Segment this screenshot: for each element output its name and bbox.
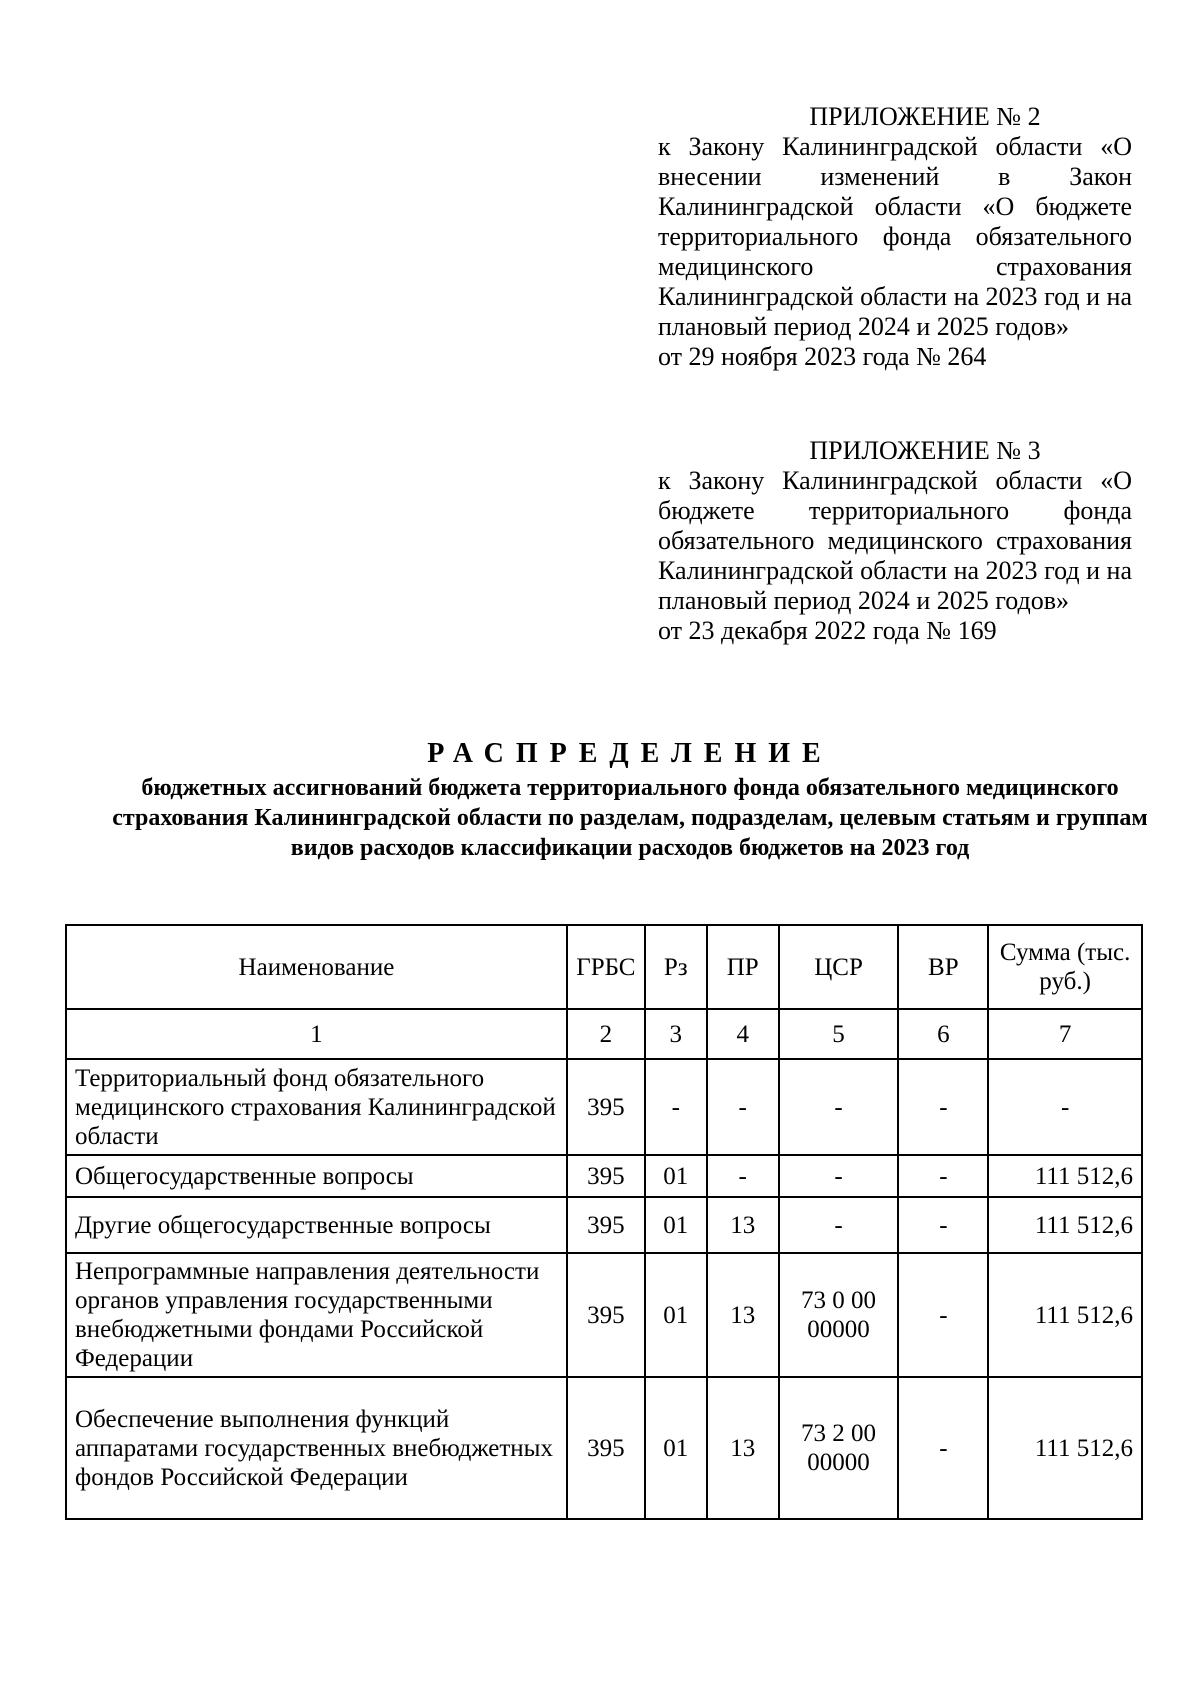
row-rz: - bbox=[645, 1059, 707, 1155]
row-csr: - bbox=[779, 1197, 899, 1253]
row-pr: 13 bbox=[707, 1197, 779, 1253]
row-vr: - bbox=[898, 1059, 988, 1155]
annex-2-date: от 29 ноября 2023 года № 264 bbox=[658, 342, 987, 371]
header-name: Наименование bbox=[66, 925, 567, 1009]
row-rz: 01 bbox=[645, 1253, 707, 1377]
table-number-row bbox=[66, 1009, 1142, 1059]
row-vr: - bbox=[898, 1197, 988, 1253]
row-rz: 01 bbox=[645, 1197, 707, 1253]
row-sum: 111 512,6 bbox=[988, 1253, 1142, 1377]
header-vr: ВР bbox=[898, 925, 988, 1009]
table-header-row bbox=[66, 925, 1142, 1009]
row-grbs: 395 bbox=[567, 1059, 645, 1155]
row-vr: - bbox=[898, 1155, 988, 1197]
table-row bbox=[66, 1155, 1142, 1197]
row-pr: - bbox=[707, 1059, 779, 1155]
row-grbs: 395 bbox=[567, 1253, 645, 1377]
document-subtitle: бюджетных ассигнований бюджета территориального фонда обязательного медицинского страхования Калининградской области по разделам, подразделам, целевым статьям и группам видов расходов классификации расходов бюджетов на 2023 год bbox=[112, 775, 1148, 861]
annex-2-block bbox=[658, 102, 1132, 372]
row-sum: 111 512,6 bbox=[988, 1377, 1142, 1519]
column-number: 3 bbox=[645, 1009, 707, 1059]
header-sum: Сумма (тыс. руб.) bbox=[988, 925, 1142, 1009]
table-row bbox=[66, 1197, 1142, 1253]
row-sum: 111 512,6 bbox=[988, 1197, 1142, 1253]
header-rz: Рз bbox=[645, 925, 707, 1009]
row-csr: - bbox=[779, 1059, 899, 1155]
annex-2-title: ПРИЛОЖЕНИЕ № 2 bbox=[809, 102, 1041, 131]
annex-3-block bbox=[658, 436, 1132, 646]
row-vr: - bbox=[898, 1377, 988, 1519]
document-title: РАСПРЕДЕЛЕНИЕ bbox=[427, 738, 833, 769]
header-pr: ПР bbox=[707, 925, 779, 1009]
column-number: 7 bbox=[988, 1009, 1142, 1059]
row-name: Другие общегосударственные вопросы bbox=[66, 1197, 567, 1253]
header-csr: ЦСР bbox=[779, 925, 899, 1009]
table-row bbox=[66, 1059, 1142, 1155]
row-sum: 111 512,6 bbox=[988, 1155, 1142, 1197]
row-rz: 01 bbox=[645, 1377, 707, 1519]
row-name: Непрограммные направления деятельности органов управления государственными внебюджетными фондами Российской Федерации bbox=[66, 1253, 567, 1377]
row-csr: - bbox=[779, 1155, 899, 1197]
column-number: 5 bbox=[779, 1009, 899, 1059]
row-name: Территориальный фонд обязательного медицинского страхования Калининградской области bbox=[66, 1059, 567, 1155]
row-name: Обеспечение выполнения функций аппаратами государственных внебюджетных фондов Российской Федерации bbox=[66, 1377, 567, 1519]
table-row bbox=[66, 1253, 1142, 1377]
column-number: 1 bbox=[66, 1009, 567, 1059]
table-row bbox=[66, 1377, 1142, 1519]
row-name: Общегосударственные вопросы bbox=[66, 1155, 567, 1197]
row-grbs: 395 bbox=[567, 1155, 645, 1197]
annex-3-body: к Закону Калининградской области «О бюджете территориального фонда обязательного медицинского страхования Калининградской области на 2023 год и на плановый период 2024 и 2025 годов» bbox=[658, 466, 1132, 615]
budget-table bbox=[65, 924, 1143, 1520]
row-grbs: 395 bbox=[567, 1197, 645, 1253]
row-csr: 73 2 00 00000 bbox=[779, 1377, 899, 1519]
annex-3-date: от 23 декабря 2022 года № 169 bbox=[658, 616, 997, 645]
row-sum: - bbox=[988, 1059, 1142, 1155]
row-pr: 13 bbox=[707, 1253, 779, 1377]
column-number: 2 bbox=[567, 1009, 645, 1059]
annex-2-body: к Закону Калининградской области «О внесении изменений в Закон Калининградской области «О бюджете территориального фонда обязательного медицинского страхования Калининградской области на 2023 год и на плановый период 2024 и 2025 годов» bbox=[658, 132, 1132, 341]
row-rz: 01 bbox=[645, 1155, 707, 1197]
header-grbs: ГРБС bbox=[567, 925, 645, 1009]
row-grbs: 395 bbox=[567, 1377, 645, 1519]
row-pr: - bbox=[707, 1155, 779, 1197]
column-number: 4 bbox=[707, 1009, 779, 1059]
row-pr: 13 bbox=[707, 1377, 779, 1519]
row-csr: 73 0 00 00000 bbox=[779, 1253, 899, 1377]
document-heading bbox=[110, 737, 1150, 863]
annex-3-title: ПРИЛОЖЕНИЕ № 3 bbox=[809, 436, 1041, 465]
row-vr: - bbox=[898, 1253, 988, 1377]
column-number: 6 bbox=[898, 1009, 988, 1059]
